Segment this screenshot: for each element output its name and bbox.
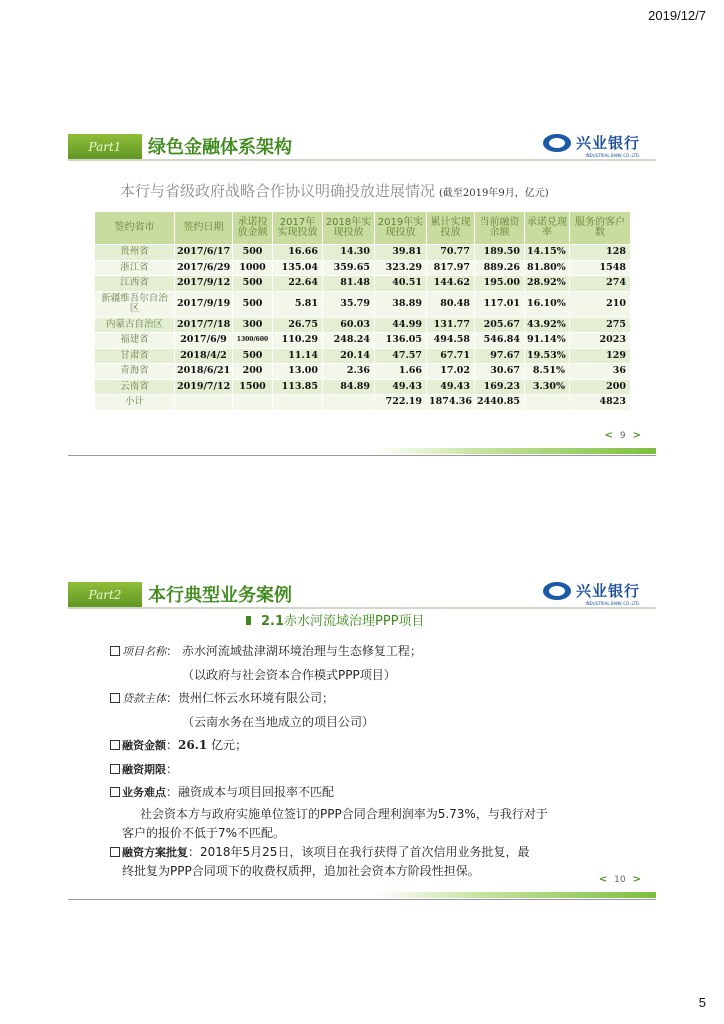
table-cell <box>233 395 273 411</box>
table-cell: 144.62 <box>427 276 475 292</box>
item-value: ：2018年5月25日，该项目在我行获得了首次信用业务批复，最 <box>188 844 530 859</box>
table-cell: 13.00 <box>273 364 323 380</box>
next-arrow-icon[interactable]: > <box>632 874 641 885</box>
footer-band <box>68 892 656 898</box>
table-cell: 20.14 <box>323 348 375 364</box>
table-cell: 1874.36 <box>427 395 475 411</box>
page-date: 2019/12/7 <box>648 8 706 23</box>
table-cell: 210 <box>570 291 631 317</box>
table-cell: 1000 <box>233 260 273 276</box>
item-paragraph: 社会资本方与政府实施单位签订的PPP合同合理利润率为5.73%，与我行对于 <box>140 806 548 821</box>
table-cell: 200 <box>233 364 273 380</box>
slide-green-finance <box>68 128 656 456</box>
table-cell: 2017/6/17 <box>175 245 233 261</box>
slide-pager <box>597 430 648 441</box>
list-item-amount <box>110 734 650 758</box>
table-cell: 60.03 <box>323 317 375 333</box>
list-item-borrower <box>110 687 650 734</box>
section-title: 赤水河流域治理PPP项目 <box>284 614 425 629</box>
table-cell: 26.75 <box>273 317 323 333</box>
table-cell: 546.84 <box>475 333 525 349</box>
table-cell: 1.66 <box>375 364 427 380</box>
item-value: ：融资成本与项目回报率不匹配 <box>166 785 335 799</box>
province-cell: 江西省 <box>95 276 175 292</box>
table-header-cell: 2018年实现投放 <box>323 212 375 245</box>
table-cell <box>273 395 323 411</box>
table-cell: 91.14% <box>525 333 570 349</box>
table-header-cell: 签约日期 <box>175 212 233 245</box>
header-divider <box>68 159 656 161</box>
table-cell: 36 <box>570 364 631 380</box>
table-row <box>95 395 631 411</box>
table-cell: 81.80% <box>525 260 570 276</box>
slide-header <box>68 576 656 610</box>
table-row <box>95 364 631 380</box>
bank-logo-subtext: INDUSTRIAL BANK CO.,LTD. <box>585 153 640 158</box>
table-cell: 3.30% <box>525 379 570 395</box>
table-cell: 39.81 <box>375 245 427 261</box>
table-row <box>95 291 631 317</box>
table-cell: 8.51% <box>525 364 570 380</box>
table-cell: 500 <box>233 276 273 292</box>
item-key: 业务难点 <box>122 786 166 799</box>
bank-emblem-icon <box>543 582 571 600</box>
next-arrow-icon[interactable]: > <box>632 430 641 441</box>
table-cell: 274 <box>570 276 631 292</box>
item-value: ： <box>166 761 179 776</box>
investment-table <box>94 211 631 411</box>
table-cell: 359.65 <box>323 260 375 276</box>
table-cell: 2017/6/9 <box>175 333 233 349</box>
slide-title: 本行典型业务案例 <box>148 585 292 606</box>
item-key: 融资方案批复 <box>122 845 188 859</box>
table-cell: 14.30 <box>323 245 375 261</box>
table-cell: 67.71 <box>427 348 475 364</box>
table-cell: 323.29 <box>375 260 427 276</box>
table-header-cell: 2017年实现投放 <box>273 212 323 245</box>
table-header-cell: 承诺兑现率 <box>525 212 570 245</box>
item-value: 26.1 <box>178 738 208 752</box>
table-cell: 889.26 <box>475 260 525 276</box>
checkbox-bullet-icon <box>110 787 120 797</box>
table-cell: 2018/4/2 <box>175 348 233 364</box>
item-value: ： 赤水河流域盐津湖环境治理与生态修复工程； <box>166 644 422 658</box>
table-cell: 43.92% <box>525 317 570 333</box>
table-cell <box>525 395 570 411</box>
table-cell: 14.15% <box>525 245 570 261</box>
footer-band <box>68 448 656 454</box>
item-paragraph: 终批复为PPP合同项下的收费权质押，追加社会资本方阶段性担保。 <box>122 863 480 878</box>
table-row <box>95 348 631 364</box>
section-heading <box>246 610 425 629</box>
table-cell: 35.79 <box>323 291 375 317</box>
item-key: 融资期限 <box>122 762 166 776</box>
table-cell: 500 <box>233 348 273 364</box>
table-header-cell: 当前融资余额 <box>475 212 525 245</box>
table-header-cell: 签约省市 <box>95 212 175 245</box>
prev-arrow-icon[interactable]: < <box>598 874 608 885</box>
item-paragraph: 客户的报价不低于7%不匹配。 <box>122 825 286 840</box>
province-cell: 甘肃省 <box>95 348 175 364</box>
province-cell: 云南省 <box>95 379 175 395</box>
table-cell: 70.77 <box>427 245 475 261</box>
item-subnote: （云南水务在当地成立的项目公司） <box>182 714 375 729</box>
table-cell: 195.00 <box>475 276 525 292</box>
table-cell: 22.64 <box>273 276 323 292</box>
table-cell: 2018/6/21 <box>175 364 233 380</box>
table-cell: 2.36 <box>323 364 375 380</box>
table-cell: 5.81 <box>273 291 323 317</box>
table-cell: 136.05 <box>375 333 427 349</box>
slide-pager <box>592 874 648 885</box>
table-cell: 49.43 <box>375 379 427 395</box>
part-badge: Part1 <box>68 134 142 160</box>
table-cell: 49.43 <box>427 379 475 395</box>
table-cell: 117.01 <box>475 291 525 317</box>
item-unit: 亿元； <box>207 738 248 752</box>
table-cell: 817.97 <box>427 260 475 276</box>
list-item-difficulty <box>110 781 650 843</box>
checkbox-bullet-icon <box>110 740 120 750</box>
slide-subtitle <box>120 180 549 201</box>
table-row <box>95 379 631 395</box>
table-cell: 81.48 <box>323 276 375 292</box>
table-cell: 1548 <box>570 260 631 276</box>
table-header-row <box>95 212 631 245</box>
table-cell: 500 <box>233 245 273 261</box>
table-cell: 2440.85 <box>475 395 525 411</box>
table-cell: 2019/7/12 <box>175 379 233 395</box>
slide-business-case <box>68 576 656 906</box>
item-key: 项目名称 <box>122 645 166 658</box>
slide-page-number: 10 <box>614 874 626 885</box>
table-cell <box>175 395 233 411</box>
subtitle-text: 本行与省级政府战略合作协议明确投放进展情况 <box>120 182 436 200</box>
slide-title: 绿色金融体系架构 <box>148 137 292 158</box>
table-cell: 300 <box>233 317 273 333</box>
slide-header <box>68 128 656 162</box>
table-cell: 135.04 <box>273 260 323 276</box>
table-cell: 40.51 <box>375 276 427 292</box>
item-subnote: （以政府与社会资本合作模式PPP项目） <box>182 667 396 682</box>
table-cell: 113.85 <box>273 379 323 395</box>
page-number: 5 <box>698 995 706 1010</box>
table-cell: 110.29 <box>273 333 323 349</box>
table-cell: 97.67 <box>475 348 525 364</box>
table-cell: 205.67 <box>475 317 525 333</box>
prev-arrow-icon[interactable]: < <box>604 430 613 441</box>
table-cell: 494.58 <box>427 333 475 349</box>
table-header-cell: 服务的客户数 <box>570 212 631 245</box>
table-cell: 2017/7/18 <box>175 317 233 333</box>
table-cell: 17.02 <box>427 364 475 380</box>
table-cell: 44.99 <box>375 317 427 333</box>
table-cell: 248.24 <box>323 333 375 349</box>
table-cell: 2017/9/19 <box>175 291 233 317</box>
item-separator: ： <box>166 738 179 752</box>
table-cell: 1500 <box>233 379 273 395</box>
footer-divider <box>68 899 656 900</box>
table-cell: 16.66 <box>273 245 323 261</box>
item-key: 贷款主体 <box>122 692 166 705</box>
table-cell: 2023 <box>570 333 631 349</box>
table-cell: 84.89 <box>323 379 375 395</box>
table-cell: 2017/9/12 <box>175 276 233 292</box>
province-cell: 新疆维吾尔自治区 <box>95 291 175 317</box>
bank-logo-text: 兴业银行 <box>575 134 640 152</box>
table-cell: 80.48 <box>427 291 475 317</box>
bank-logo <box>543 132 640 153</box>
item-value: ：贵州仁怀云水环境有限公司； <box>166 691 335 705</box>
bank-emblem-icon <box>543 134 571 152</box>
table-cell: 11.14 <box>273 348 323 364</box>
table-row <box>95 260 631 276</box>
table-cell: 722.19 <box>375 395 427 411</box>
table-row <box>95 245 631 261</box>
list-item-term <box>110 758 650 782</box>
item-key: 融资金额 <box>122 739 166 752</box>
table-cell: 19.53% <box>525 348 570 364</box>
subtitle-note: (截至2019年9月，亿元) <box>439 188 549 199</box>
table-cell: 1300/600 <box>233 333 273 349</box>
table-cell: 2017/6/29 <box>175 260 233 276</box>
province-cell: 福建省 <box>95 333 175 349</box>
bank-logo <box>543 580 640 601</box>
checkbox-bullet-icon <box>110 764 120 774</box>
table-cell: 38.89 <box>375 291 427 317</box>
table-body <box>95 245 631 411</box>
table-row <box>95 276 631 292</box>
province-cell: 贵州省 <box>95 245 175 261</box>
part-badge: Part2 <box>68 582 142 608</box>
table-header-cell: 累计实现投放 <box>427 212 475 245</box>
list-item-approval <box>110 843 650 881</box>
table-cell: 169.23 <box>475 379 525 395</box>
province-cell: 浙江省 <box>95 260 175 276</box>
section-marker-icon <box>246 616 251 625</box>
bank-logo-subtext: INDUSTRIAL BANK CO.,LTD. <box>585 601 640 606</box>
footer-divider <box>68 455 656 456</box>
section-number: 2.1 <box>261 614 285 629</box>
table-cell: 275 <box>570 317 631 333</box>
table-cell: 47.57 <box>375 348 427 364</box>
case-details <box>110 640 650 881</box>
table-row <box>95 317 631 333</box>
province-cell: 小计 <box>95 395 175 411</box>
table-cell: 500 <box>233 291 273 317</box>
list-item-project <box>110 640 650 687</box>
table-cell: 129 <box>570 348 631 364</box>
table-cell: 30.67 <box>475 364 525 380</box>
table-header-cell: 承诺投放金额 <box>233 212 273 245</box>
bank-logo-text: 兴业银行 <box>575 582 640 600</box>
table-header-cell: 2019年实现投放 <box>375 212 427 245</box>
checkbox-bullet-icon <box>110 847 120 857</box>
province-cell: 青海省 <box>95 364 175 380</box>
table-cell: 4823 <box>570 395 631 411</box>
slide-page-number: 9 <box>619 430 626 441</box>
table-cell: 189.50 <box>475 245 525 261</box>
checkbox-bullet-icon <box>110 646 120 656</box>
table-cell: 28.92% <box>525 276 570 292</box>
table-cell: 16.10% <box>525 291 570 317</box>
header-divider <box>68 607 656 609</box>
table-cell <box>323 395 375 411</box>
table-cell: 200 <box>570 379 631 395</box>
table-cell: 128 <box>570 245 631 261</box>
checkbox-bullet-icon <box>110 693 120 703</box>
province-cell: 内蒙古自治区 <box>95 317 175 333</box>
table-row <box>95 333 631 349</box>
table-cell: 131.77 <box>427 317 475 333</box>
